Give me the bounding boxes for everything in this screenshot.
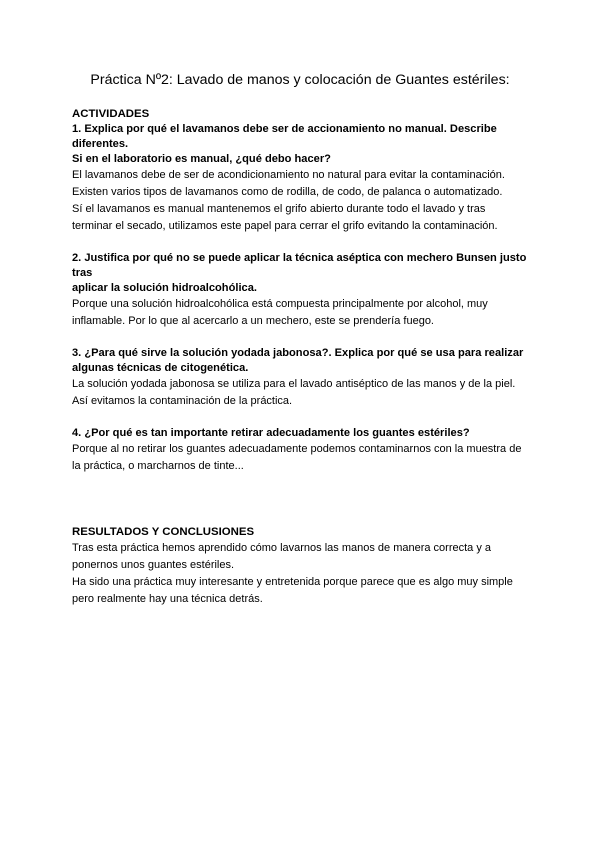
results-heading: RESULTADOS Y CONCLUSIONES [72,526,255,538]
answer-line: Existen varios tipos de lavamanos como de rodilla, de codo, de palanca o automatizado. [72,186,503,198]
document-body [72,107,532,608]
answer-line: El lavamanos debe de ser de acondicionamiento no natural para evitar la contaminación. [72,169,505,181]
results-line: ponernos unos guantes estériles. [72,559,235,571]
question-line: tras [72,267,93,279]
question-line: Si en el laboratorio es manual, ¿qué debo hacer? [72,153,331,165]
activity-item-3 [72,346,532,410]
question-line: 2. Justifica por qué no se puede aplicar la técnica aséptica con mechero Bunsen justo [72,252,527,264]
question-line: diferentes. [72,138,129,150]
question-line: 1. Explica por qué el lavamanos debe ser de accionamiento no manual. Describe [72,123,497,135]
answer-line: la práctica, o marcharnos de tinte... [72,460,244,472]
answer-line: Porque una solución hidroalcohólica está compuesta principalmente por alcohol, muy [72,298,488,310]
answer-line: Porque al no retirar los guantes adecuadamente podemos contaminarnos con la muestra de [72,443,522,455]
answer-3 [72,376,532,410]
question-1 [72,122,532,167]
question-line: algunas técnicas de citogenética. [72,362,249,374]
answer-2 [72,296,532,330]
answer-line: La solución yodada jabonosa se utiliza para el lavado antiséptico de las manos y de la piel. [72,378,516,390]
answer-4 [72,441,532,475]
page-title: Práctica Nº2: Lavado de manos y colocación de Guantes estériles: [90,72,510,88]
activity-item-1 [72,122,532,235]
activity-item-4 [72,426,532,475]
question-line: 4. ¿Por qué es tan importante retirar adecuadamente los guantes estériles? [72,427,470,439]
answer-line: Sí el lavamanos es manual mantenemos el grifo abierto durante todo el lavado y tras [72,203,486,215]
question-3 [72,346,532,376]
question-2 [72,251,532,296]
results-section [72,525,532,608]
activities-heading: ACTIVIDADES [72,108,150,120]
results-line: pero realmente hay una técnica detrás. [72,593,263,605]
answer-line: Así evitamos la contaminación de la práctica. [72,395,293,407]
results-line: Tras esta práctica hemos aprendido cómo lavarnos las manos de manera correcta y a [72,542,492,554]
answer-line: inflamable. Por lo que al acercarlo a un mechero, este se prendería fuego. [72,315,434,327]
activity-item-2 [72,251,532,330]
question-4 [72,426,532,441]
answer-1 [72,167,532,235]
results-line: Ha sido una práctica muy interesante y entretenida porque parece que es algo muy simple [72,576,513,588]
question-line: aplicar la solución hidroalcohólica. [72,282,257,294]
answer-line: terminar el secado, utilizamos este papel para cerrar el grifo evitando la contaminación. [72,220,498,232]
question-line: 3. ¿Para qué sirve la solución yodada jabonosa?. Explica por qué se usa para realizar [72,347,524,359]
results-text [72,540,532,608]
